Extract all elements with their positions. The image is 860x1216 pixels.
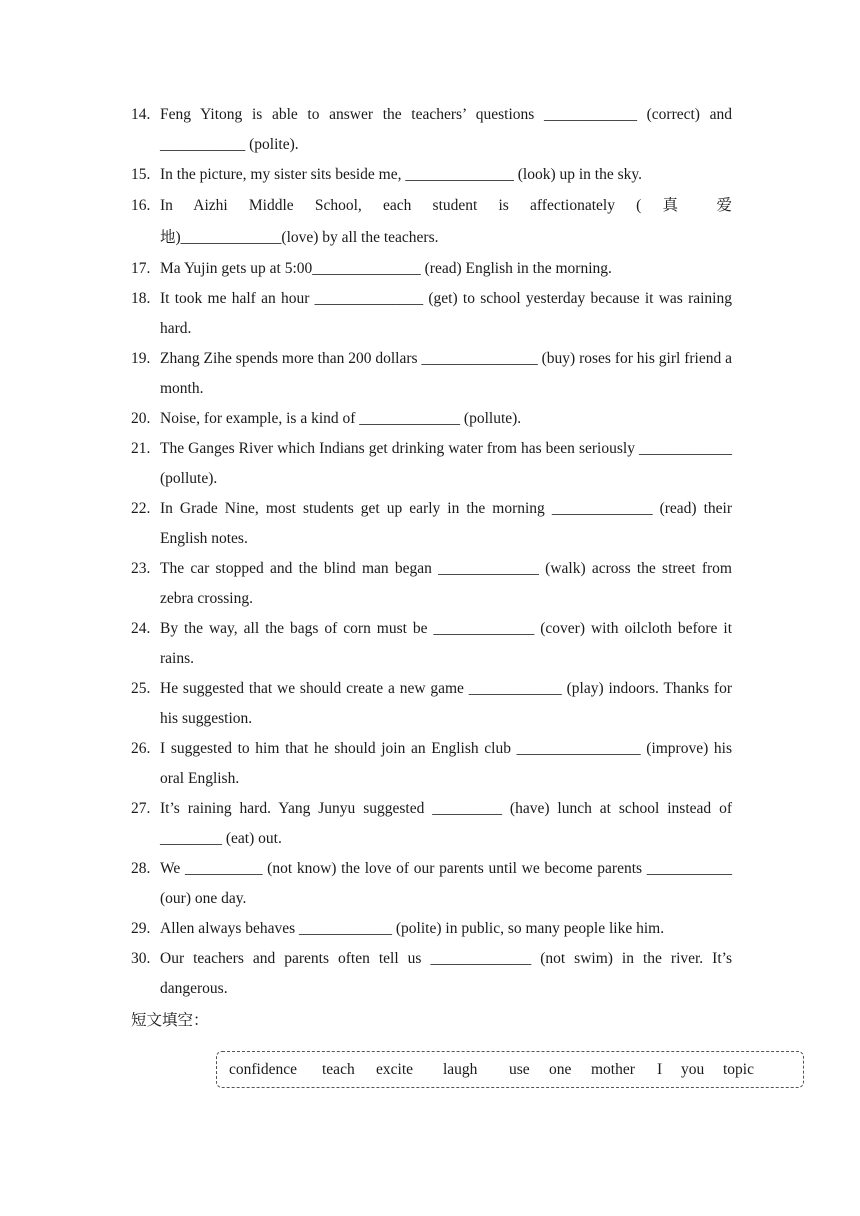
question-28 (131, 854, 732, 914)
question-number: 25. (131, 680, 151, 697)
question-20 (131, 404, 732, 434)
question-number: 29. (131, 920, 151, 937)
question-text: He suggested that we should create a new game ____________ (play) indoors. Thanks for his suggestion. (160, 680, 732, 727)
question-number: 18. (131, 290, 151, 307)
question-text: In Grade Nine, most students get up early in the morning _____________ (read) their English notes. (160, 500, 732, 547)
question-text: The Ganges River which Indians get drinking water from has been seriously ____________ (pollute). (160, 440, 732, 487)
question-number: 19. (131, 350, 151, 367)
question-number: 23. (131, 560, 151, 577)
question-text: Feng Yitong is able to answer the teachers’ questions ____________ (correct) and ___________ (polite). (160, 106, 732, 153)
question-25 (131, 674, 732, 734)
question-text: Ma Yujin gets up at 5:00______________ (read) English in the morning. (160, 260, 612, 277)
question-14 (131, 100, 732, 160)
question-30 (131, 944, 732, 1004)
question-text: In the picture, my sister sits beside me, ______________ (look) up in the sky. (160, 166, 643, 183)
word-bank-item: excite (376, 1061, 414, 1078)
question-text: I suggested to him that he should join an English club ________________ (improve) his oral English. (160, 740, 732, 787)
question-number: 17. (131, 260, 151, 277)
question-22 (131, 494, 732, 554)
question-text: It’s raining hard. Yang Junyu suggested _________ (have) lunch at school instead of ________ (eat) out. (160, 800, 732, 847)
word-bank-item: topic (723, 1061, 754, 1078)
question-text-line-2: 地)_____________(love) by all the teachers. (160, 229, 439, 246)
question-number: 14. (131, 106, 151, 123)
question-text: Noise, for example, is a kind of _____________ (pollute). (160, 410, 522, 427)
word-bank-item: I (657, 1061, 663, 1078)
question-27 (131, 794, 732, 854)
question-number: 22. (131, 500, 151, 517)
question-text: Allen always behaves ____________ (polite) in public, so many people like him. (160, 920, 665, 937)
question-number: 16. (131, 197, 151, 214)
question-list (131, 100, 732, 1004)
question-24 (131, 614, 732, 674)
question-text: By the way, all the bags of corn must be _____________ (cover) with oilcloth before it rains. (160, 620, 732, 667)
question-21 (131, 434, 732, 494)
section-heading: 短文填空： (131, 1012, 209, 1029)
word-bank-item: confidence (229, 1061, 297, 1078)
word-bank-item: you (681, 1061, 705, 1078)
question-number: 24. (131, 620, 151, 637)
word-bank-item: mother (591, 1061, 635, 1078)
question-19 (131, 344, 732, 404)
question-number: 21. (131, 440, 151, 457)
question-text: The car stopped and the blind man began _____________ (walk) across the street from zebra crossing. (160, 560, 732, 607)
question-18 (131, 284, 732, 344)
question-text: Our teachers and parents often tell us _____________ (not swim) in the river. It’s dangerous. (160, 950, 732, 997)
question-16 (131, 190, 732, 254)
question-text: Zhang Zihe spends more than 200 dollars _______________ (buy) roses for his girl friend a month. (160, 350, 732, 397)
question-29 (131, 914, 732, 944)
question-15 (131, 160, 732, 190)
word-bank-box (216, 1051, 804, 1088)
question-number: 26. (131, 740, 151, 757)
word-bank-item: laugh (443, 1061, 478, 1078)
question-23 (131, 554, 732, 614)
question-number: 30. (131, 950, 151, 967)
question-number: 15. (131, 166, 151, 183)
question-text: It took me half an hour ______________ (get) to school yesterday because it was raining hard. (160, 290, 732, 337)
word-bank-item: use (509, 1061, 530, 1078)
question-26 (131, 734, 732, 794)
word-bank-item: teach (322, 1061, 355, 1078)
question-number: 28. (131, 860, 151, 877)
question-number: 27. (131, 800, 151, 817)
question-number: 20. (131, 410, 151, 427)
question-text-line-1: In Aizhi Middle School, each student is affectionately ( 真 爱 (160, 197, 732, 214)
word-bank-item: one (549, 1061, 572, 1078)
question-17 (131, 254, 732, 284)
question-text: We __________ (not know) the love of our parents until we become parents ___________ (our) one day. (160, 860, 732, 907)
